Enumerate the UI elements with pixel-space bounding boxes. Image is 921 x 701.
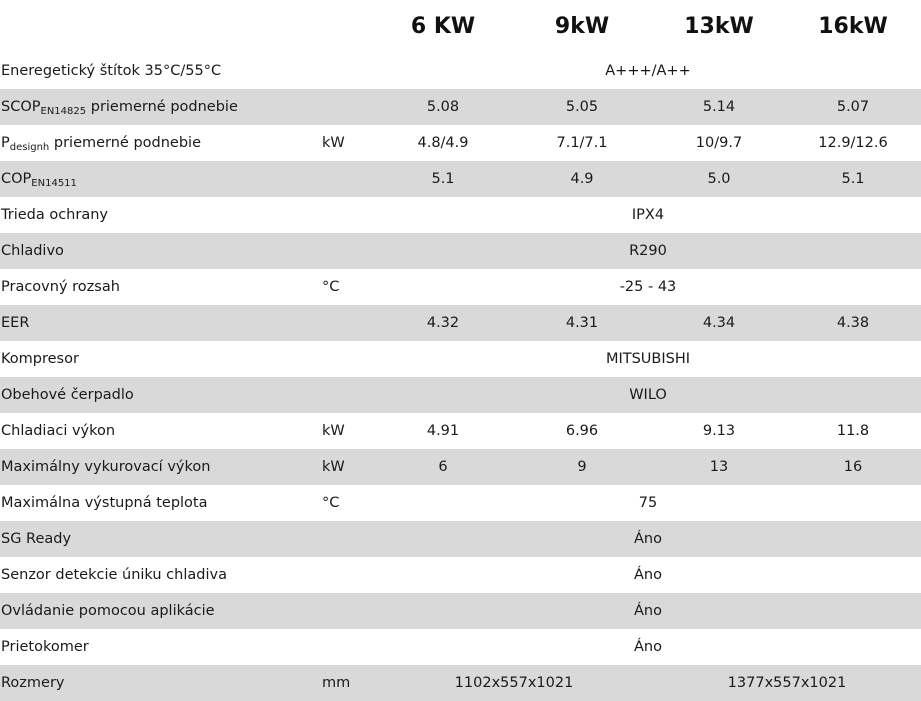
row-unit xyxy=(300,341,375,377)
row-value-pair-left: 1102x557x1021 xyxy=(375,665,653,701)
header-row xyxy=(0,0,921,53)
row-label: Trieda ochrany xyxy=(1,207,108,223)
row-label-main: P xyxy=(1,135,10,151)
row-value: 11.8 xyxy=(836,423,870,439)
row-unit xyxy=(300,197,375,233)
row-value-span: MITSUBISHI xyxy=(605,351,691,367)
row-value: 4.38 xyxy=(785,305,921,341)
row-value: 5.0 xyxy=(653,161,785,197)
table-row xyxy=(0,521,921,557)
row-unit xyxy=(300,53,375,89)
table-row xyxy=(0,269,921,305)
row-value-span: 75 xyxy=(638,495,658,511)
row-label-rest: priemerné podnebie xyxy=(86,99,238,115)
table-row xyxy=(0,449,921,485)
row-value-span: R290 xyxy=(375,233,921,269)
table-row xyxy=(0,485,921,521)
table-row xyxy=(0,377,921,413)
row-label: EER xyxy=(0,305,300,341)
row-unit: kW xyxy=(322,423,345,439)
table-row xyxy=(0,413,921,449)
row-value: 6.96 xyxy=(565,423,599,439)
row-unit: kW xyxy=(322,135,345,151)
row-label-rest: priemerné podnebie xyxy=(49,135,202,151)
row-label: Eneregetický štítok 35°C/55°C xyxy=(1,63,222,79)
row-label: Rozmery xyxy=(0,665,300,701)
row-value-span: Áno xyxy=(375,593,921,629)
row-value: 9.13 xyxy=(702,423,736,439)
header-model-16kw: 16kW xyxy=(818,14,888,39)
row-value: 6 xyxy=(375,449,511,485)
row-value: 4.9 xyxy=(511,161,653,197)
row-label: Maximálny vykurovací výkon xyxy=(0,449,300,485)
table-row xyxy=(0,161,921,197)
row-value: 4.32 xyxy=(375,305,511,341)
row-label: Pracovný rozsah xyxy=(1,279,120,295)
row-unit xyxy=(300,89,375,125)
row-label-main: COP xyxy=(1,171,32,187)
table-row xyxy=(0,197,921,233)
row-label: Chladiaci výkon xyxy=(1,423,116,439)
table-row xyxy=(0,341,921,377)
row-label: Obehové čerpadlo xyxy=(0,377,300,413)
table-row xyxy=(0,305,921,341)
row-label: Senzor detekcie úniku chladiva xyxy=(1,567,227,583)
row-unit: mm xyxy=(300,665,375,701)
row-unit xyxy=(300,233,375,269)
row-label xyxy=(0,161,300,197)
table-row xyxy=(0,665,921,701)
row-unit xyxy=(300,305,375,341)
table-row xyxy=(0,233,921,269)
row-value: 5.05 xyxy=(511,89,653,125)
row-value: 5.1 xyxy=(375,161,511,197)
row-value: 12.9/12.6 xyxy=(818,135,888,151)
row-value: 4.91 xyxy=(426,423,460,439)
row-unit xyxy=(300,557,375,593)
row-label-sub: EN14825 xyxy=(40,106,87,117)
row-value: 5.14 xyxy=(653,89,785,125)
row-unit xyxy=(300,377,375,413)
row-label xyxy=(0,125,300,161)
row-label: Ovládanie pomocou aplikácie xyxy=(0,593,300,629)
table-row xyxy=(0,125,921,161)
row-value: 5.1 xyxy=(785,161,921,197)
row-value-span: WILO xyxy=(375,377,921,413)
row-unit xyxy=(300,593,375,629)
table-row xyxy=(0,629,921,665)
row-value: 7.1/7.1 xyxy=(556,135,608,151)
row-value-span: Áno xyxy=(634,567,662,583)
header-empty xyxy=(0,0,300,53)
table-row xyxy=(0,557,921,593)
row-value: 16 xyxy=(785,449,921,485)
row-value: 13 xyxy=(653,449,785,485)
row-label: Kompresor xyxy=(1,351,79,367)
row-label: Chladivo xyxy=(0,233,300,269)
row-value-pair-right: 1377x557x1021 xyxy=(653,665,921,701)
row-label: Maximálna výstupná teplota xyxy=(1,495,208,511)
header-unit-empty xyxy=(300,0,375,53)
row-unit: °C xyxy=(322,495,340,511)
header-model-13kw: 13kW xyxy=(684,14,754,39)
row-value: 5.08 xyxy=(375,89,511,125)
table-row xyxy=(0,593,921,629)
row-unit xyxy=(300,161,375,197)
row-unit: °C xyxy=(322,279,340,295)
row-label xyxy=(0,89,300,125)
row-unit: kW xyxy=(300,449,375,485)
header-model-6kw: 6 KW xyxy=(410,14,476,39)
table-row xyxy=(0,53,921,89)
row-value: 4.34 xyxy=(653,305,785,341)
header-model-9kw: 9kW xyxy=(554,14,610,39)
row-value: 5.07 xyxy=(785,89,921,125)
row-value: 10/9.7 xyxy=(695,135,743,151)
row-value-span: Áno xyxy=(634,639,662,655)
row-value: 4.31 xyxy=(511,305,653,341)
row-value-span: -25 - 43 xyxy=(619,279,677,295)
row-label-main: SCOP xyxy=(1,99,41,115)
row-label: Prietokomer xyxy=(1,639,89,655)
row-label-sub: designh xyxy=(9,142,50,153)
row-value-span: Áno xyxy=(375,521,921,557)
row-label: SG Ready xyxy=(0,521,300,557)
table-row xyxy=(0,89,921,125)
row-unit xyxy=(300,629,375,665)
row-value: 4.8/4.9 xyxy=(417,135,469,151)
row-value-span: IPX4 xyxy=(631,207,665,223)
row-value: 9 xyxy=(511,449,653,485)
row-label-sub: EN14511 xyxy=(31,178,77,189)
row-value-span: A+++/A++ xyxy=(605,63,691,79)
row-unit xyxy=(300,521,375,557)
